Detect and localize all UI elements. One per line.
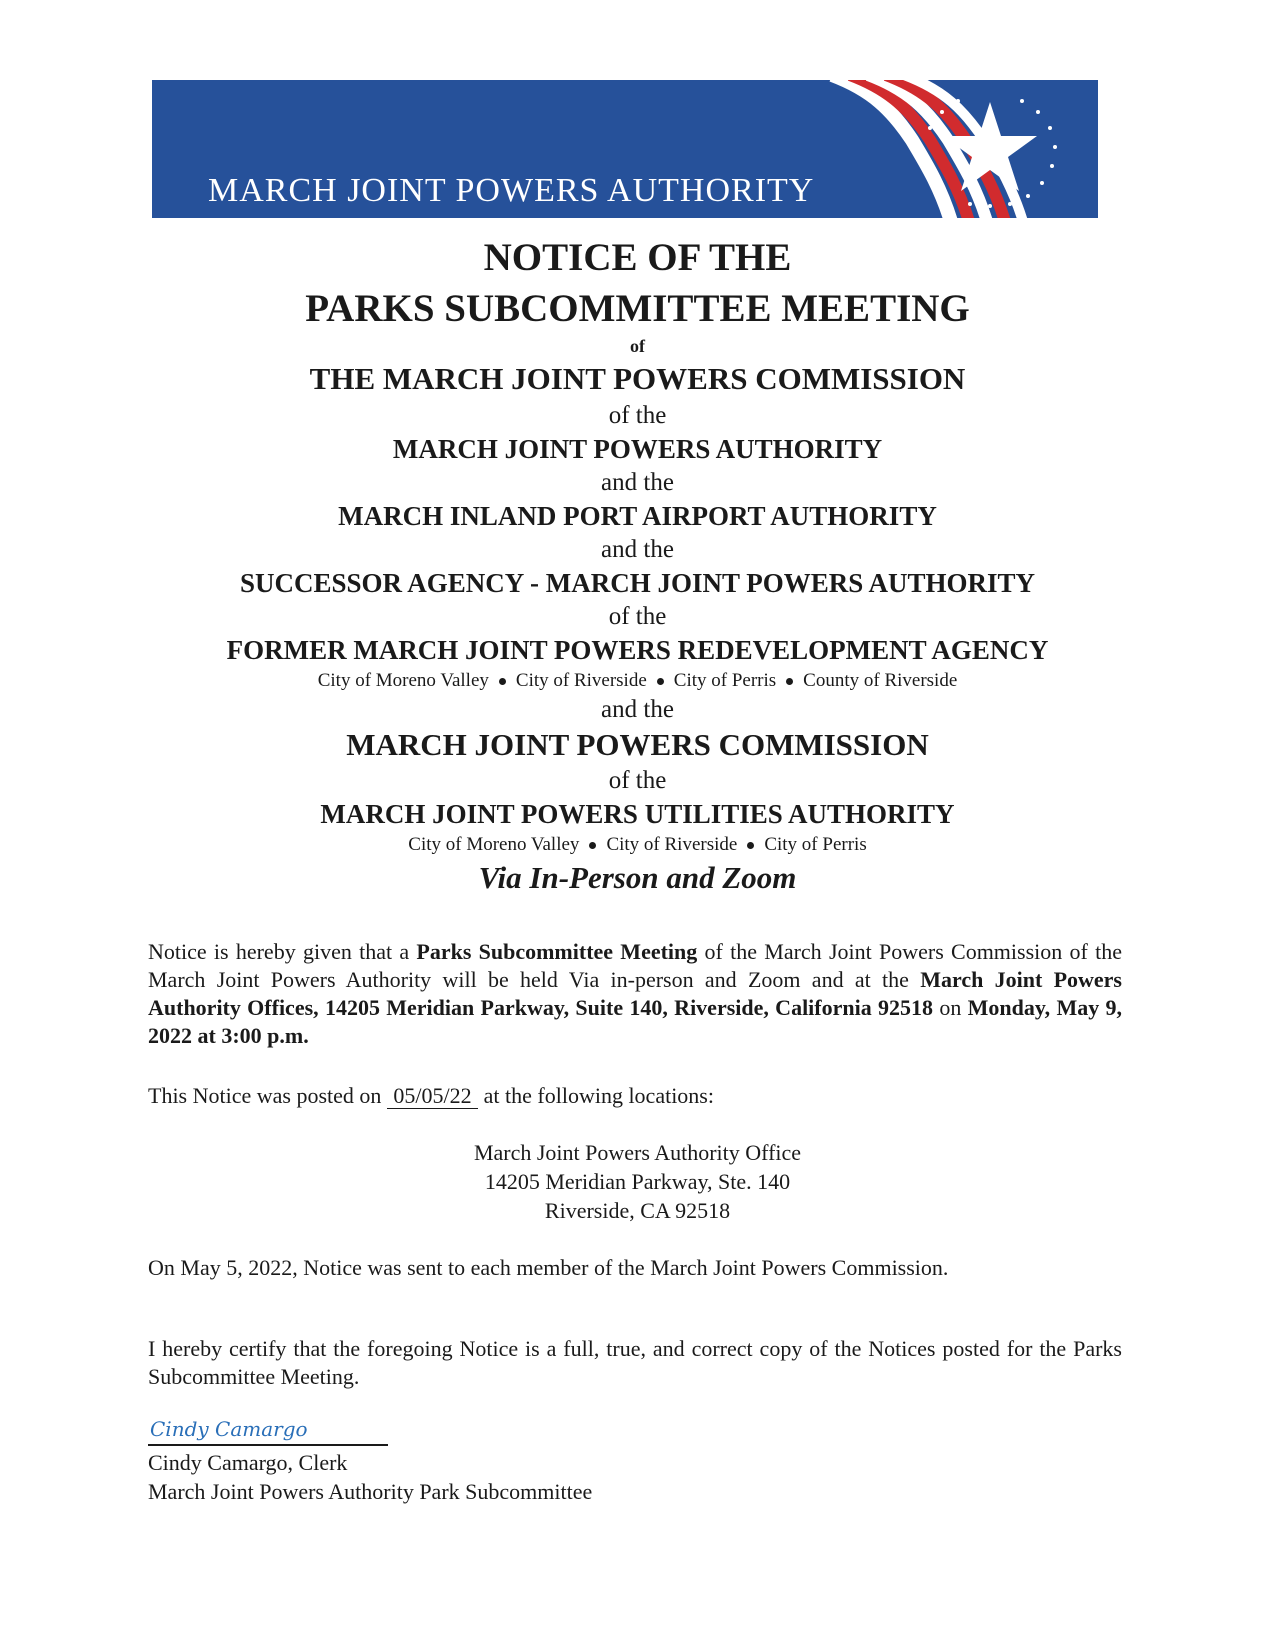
bullet-icon [786, 678, 793, 685]
city-name: City of Perris [764, 834, 867, 855]
heading-line2: PARKS SUBCOMMITTEE MEETING [305, 287, 970, 330]
handwritten-signature [148, 1414, 388, 1444]
sent-paragraph: On May 5, 2022, Notice was sent to each member of the March Joint Powers Commission. [148, 1255, 949, 1280]
signer-organization: March Joint Powers Authority Park Subcommittee [148, 1479, 593, 1504]
signer-name: Cindy Camargo, Clerk [148, 1450, 348, 1475]
heading-of: of [630, 336, 645, 356]
meeting-datetime: Monday, May 9, 2022 at 3:00 p.m. [148, 995, 1122, 1048]
meeting-location: March Joint Powers Authority Offices, 14205 Meridian Parkway, Suite 140, Riverside, California 92518 [148, 967, 1122, 1020]
notice-paragraph [148, 938, 1122, 1050]
posted-date: 05/05/22 [387, 1084, 477, 1109]
bullet-icon [747, 842, 754, 849]
heading-former-agency: FORMER MARCH JOINT POWERS REDEVELOPMENT AGENCY [226, 635, 1049, 665]
meeting-name: Parks Subcommittee Meeting [416, 939, 698, 964]
city-name: City of Riverside [606, 834, 738, 855]
city-name: City of Moreno Valley [408, 834, 580, 855]
meeting-format: Via In-Person and Zoom [478, 860, 797, 895]
signature-line [148, 1414, 388, 1446]
text: This Notice was posted on [148, 1083, 382, 1108]
notice-heading [0, 232, 1275, 898]
heading-airport: MARCH INLAND PORT AIRPORT AUTHORITY [338, 501, 937, 531]
posting-paragraph [148, 1082, 1122, 1110]
heading-utilities: MARCH JOINT POWERS UTILITIES AUTHORITY [320, 799, 955, 829]
heading-connector: of the [608, 767, 667, 794]
member-cities [0, 832, 1275, 858]
text: of the March Joint Powers Commission of the March Joint Powers Authority will be held Via in-person and Zoom and at the [148, 939, 1122, 992]
text: at the following locations: [483, 1083, 714, 1108]
heading-successor: SUCCESSOR AGENCY - MARCH JOINT POWERS AUTHORITY [239, 568, 1036, 598]
heading-connector: and the [601, 696, 674, 723]
posting-address [0, 1138, 1275, 1225]
city-name: City of Perris [673, 670, 777, 691]
header-banner [152, 80, 1098, 218]
text: on [933, 995, 968, 1020]
address-line: 14205 Meridian Parkway, Ste. 140 [484, 1169, 791, 1194]
heading-connector: and the [601, 536, 674, 563]
bullet-icon [657, 678, 664, 685]
certification-paragraph: I hereby certify that the foregoing Notice is a full, true, and correct copy of the Notices posted for the Parks Subcommittee Meeting. [148, 1336, 1122, 1389]
member-cities [0, 668, 1275, 694]
heading-line1: NOTICE OF THE [483, 236, 792, 279]
heading-connector: of the [608, 603, 667, 630]
bullet-icon [589, 842, 596, 849]
heading-connector: and the [601, 469, 674, 496]
heading-authority: MARCH JOINT POWERS AUTHORITY [392, 434, 883, 464]
signer-block [148, 1448, 592, 1506]
banner-title: MARCH JOINT POWERS AUTHORITY [208, 172, 815, 209]
address-line: March Joint Powers Authority Office [473, 1140, 802, 1165]
city-name: County of Riverside [803, 670, 958, 691]
heading-commission-2: MARCH JOINT POWERS COMMISSION [346, 727, 929, 762]
text: Notice is hereby given that a [148, 939, 417, 964]
heading-commission: THE MARCH JOINT POWERS COMMISSION [309, 361, 966, 396]
address-line: Riverside, CA 92518 [544, 1198, 731, 1223]
city-name: City of Moreno Valley [317, 670, 489, 691]
heading-connector: of the [608, 402, 667, 429]
signature-text: Cindy Camargo [150, 1417, 308, 1441]
bullet-icon [499, 678, 506, 685]
city-name: City of Riverside [515, 670, 647, 691]
